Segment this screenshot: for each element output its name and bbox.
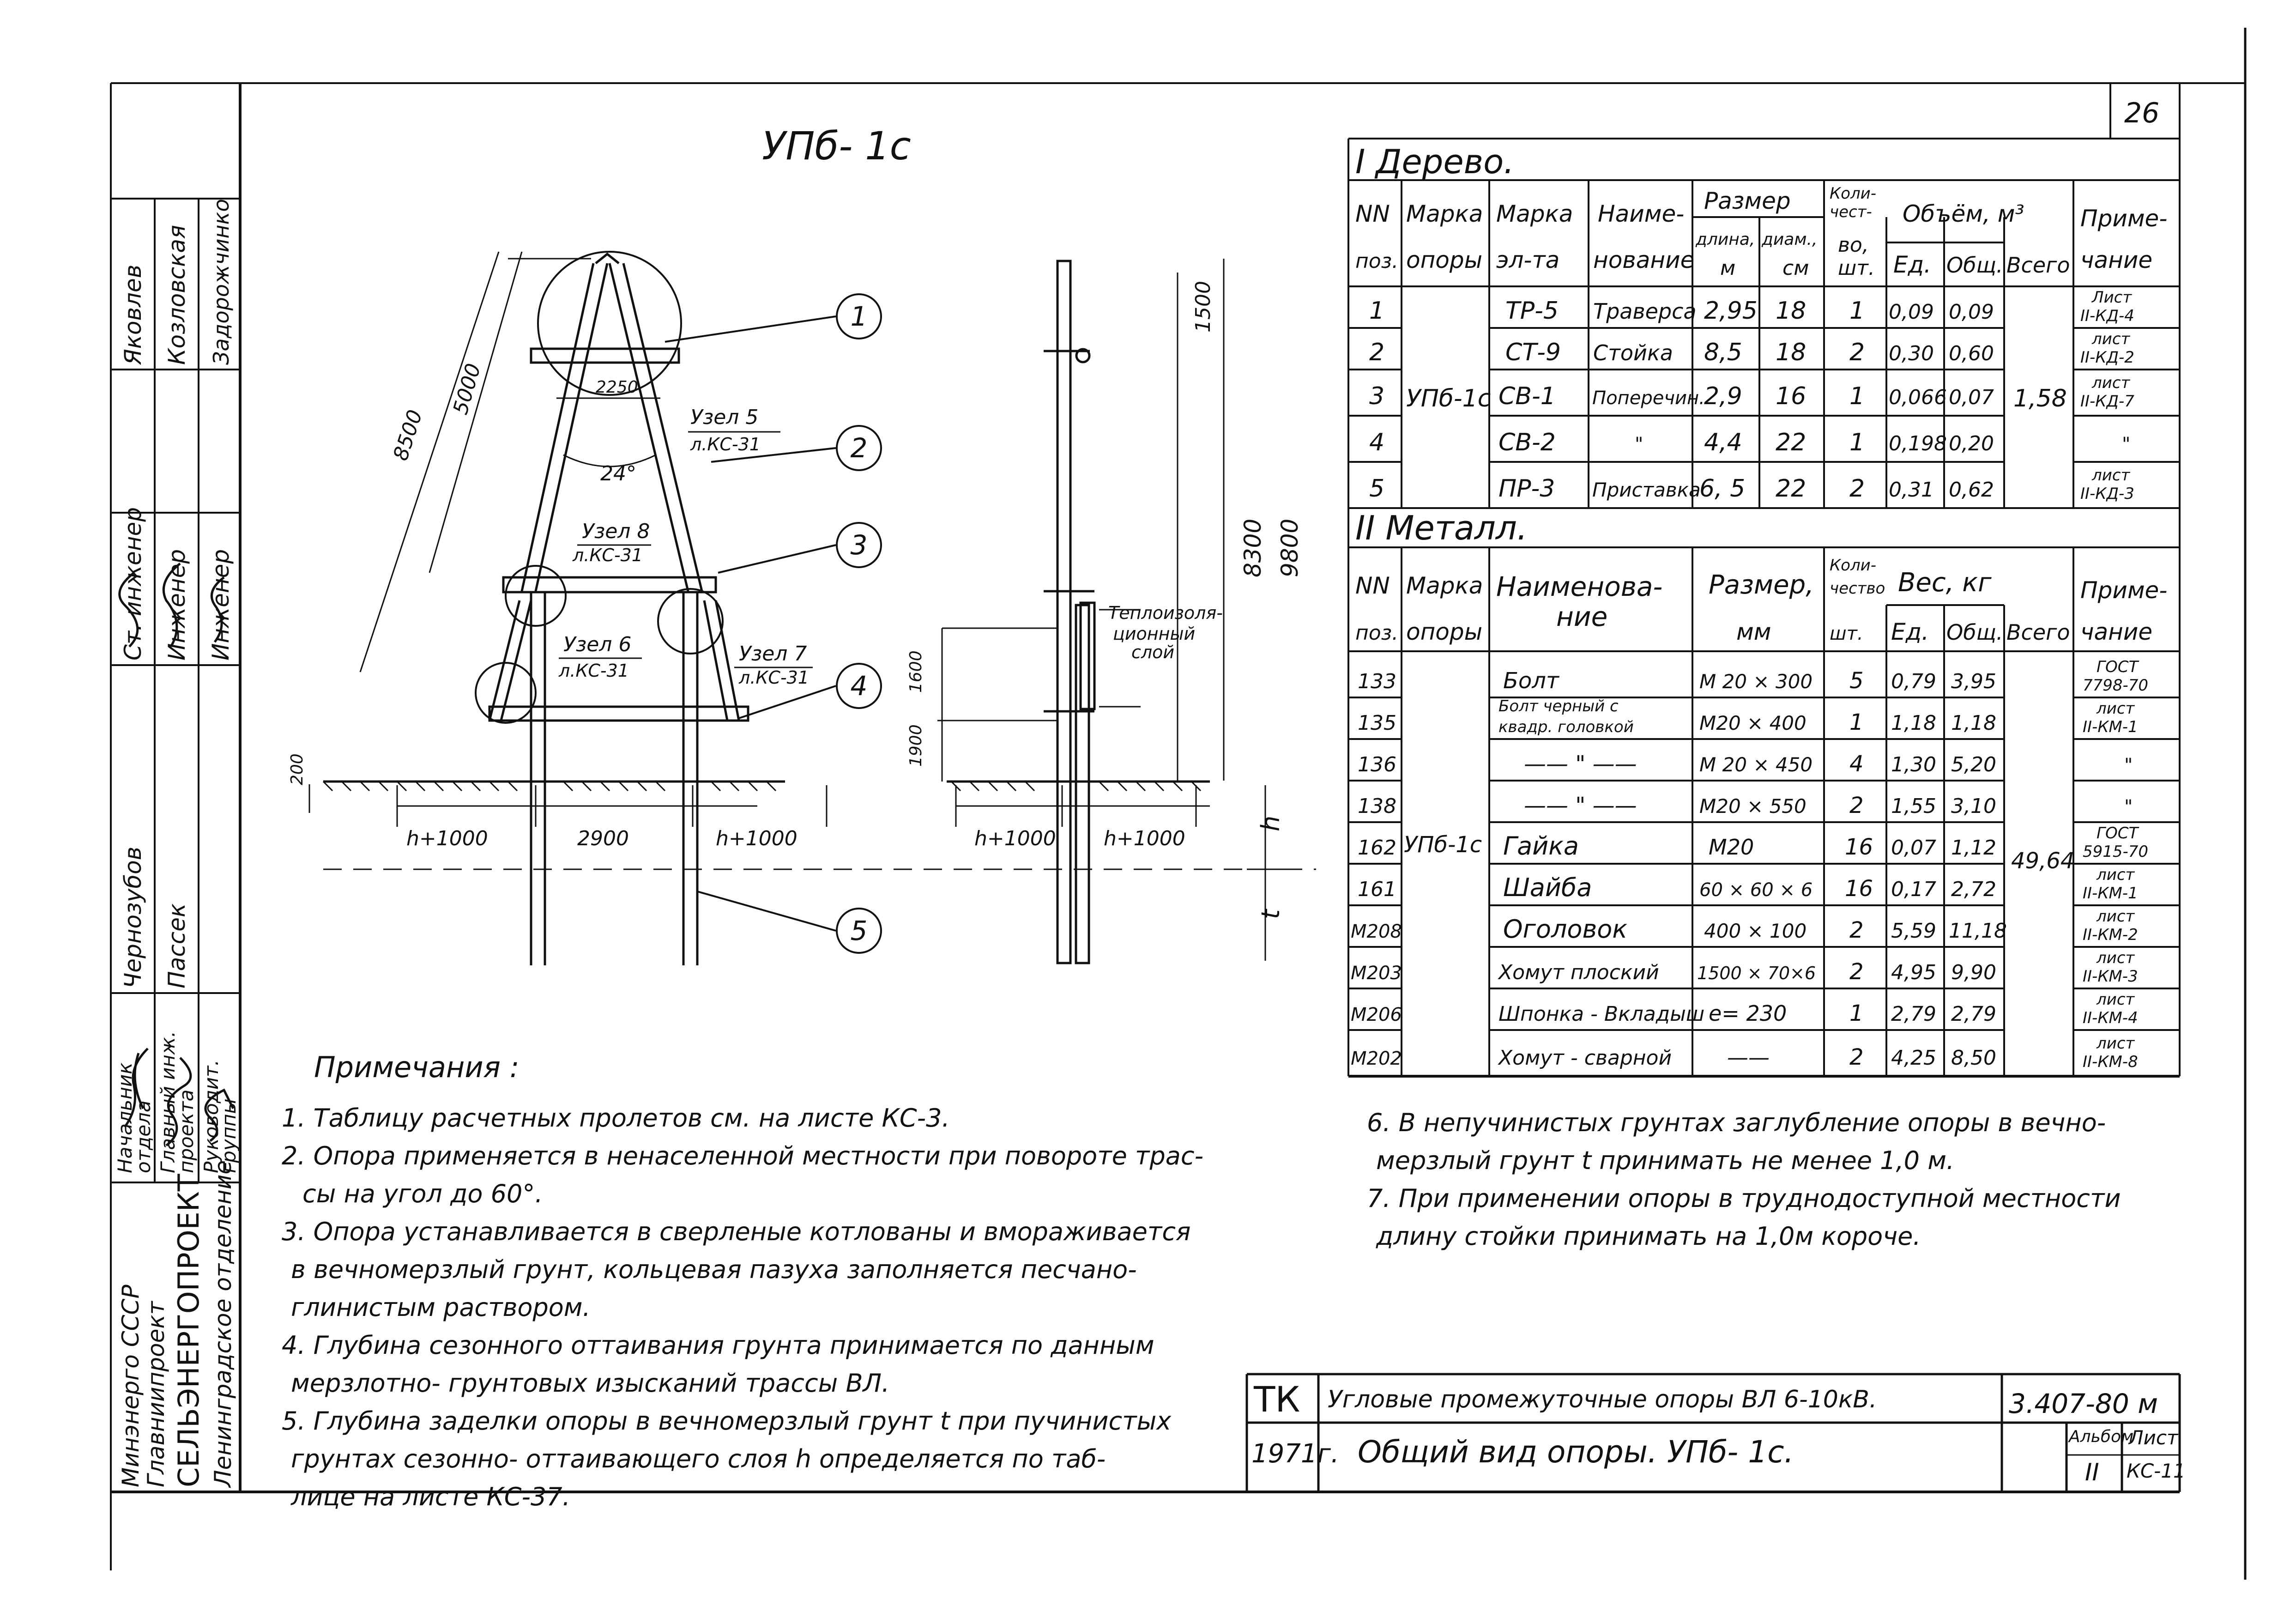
- metal-name: квадр. головкой: [1498, 718, 1634, 736]
- metal-name: Болт черный с: [1498, 697, 1619, 715]
- metal-qty: 16: [1845, 834, 1873, 860]
- wood-dia: 22: [1776, 475, 1807, 503]
- metal-size: М 20 × 450: [1699, 753, 1813, 776]
- metal-name: Оголовок: [1503, 915, 1627, 944]
- wood-unit: 0,09: [1889, 300, 1934, 324]
- stamp-org-3: СЕЛЬЭНЕРГОПРОЕКТ: [172, 1174, 205, 1487]
- wood-dia: 22: [1776, 429, 1807, 456]
- insulation-3: слой: [1131, 642, 1175, 662]
- wood-note1: лист: [2092, 466, 2130, 485]
- metal-qty: 2: [1849, 917, 1864, 943]
- node8-ref: л.КС-31: [573, 545, 643, 565]
- stamp-name-1: Чернозубов: [120, 846, 146, 988]
- node6-ref: л.КС-31: [559, 661, 629, 681]
- metal-note2: II-КМ-2: [2083, 926, 2138, 944]
- drawing-title: УПб- 1с: [762, 123, 911, 169]
- metal-h-total: Общ.: [1946, 620, 2003, 645]
- stamp-col-role-1: Ст. инженер: [120, 507, 146, 661]
- dim-1600: 1600: [906, 650, 925, 693]
- wood-dia: 18: [1776, 339, 1807, 366]
- dim-9800: 9800: [1276, 518, 1303, 577]
- metal-h-unit: Ед.: [1891, 618, 1929, 645]
- dim-h: h: [1256, 815, 1285, 831]
- tb-year: 1971г.: [1251, 1439, 1339, 1469]
- wood-total: 0,62: [1949, 478, 1994, 502]
- metal-total: 1,12: [1951, 836, 1996, 860]
- dim-8300: 8300: [1239, 518, 1266, 577]
- stamp-org-1: Минэнерго СССР: [117, 1285, 144, 1487]
- dimension-labels: [288, 281, 1303, 919]
- note-line: 1. Таблицу расчетных пролетов см. на листе КС-3.: [282, 1103, 950, 1133]
- metal-headers: [1355, 556, 2167, 645]
- metal-qty: 5: [1849, 668, 1864, 694]
- note-line: 3. Опора устанавливается в сверленые котлованы и вмораживается: [282, 1217, 1191, 1246]
- stamp-role-2b: проекта: [175, 1089, 198, 1173]
- metal-note1: ГОСТ: [2097, 658, 2139, 676]
- metal-name: Хомут - сварной: [1498, 1046, 1672, 1070]
- wood-h-nn2: поз.: [1355, 249, 1399, 273]
- wood-h-size: Размер: [1704, 188, 1791, 214]
- tb-sheet: КС-11: [2127, 1460, 2186, 1482]
- tb-line2: Общий вид опоры. УПб- 1с.: [1358, 1434, 1794, 1470]
- note-line: лице на листе КС-37.: [291, 1482, 570, 1511]
- dim-h1000-a: h+1000: [406, 827, 488, 850]
- metal-size: М20 × 400: [1699, 712, 1807, 734]
- wood-h-note1: Приме-: [2080, 205, 2168, 232]
- side-view-support: [1044, 261, 1094, 963]
- dim-angle: 24°: [600, 462, 636, 485]
- metal-total: 9,90: [1951, 961, 1996, 984]
- wood-note2: II-КД-2: [2080, 348, 2134, 367]
- metal-qty: 1: [1849, 709, 1864, 735]
- metal-row: [1351, 907, 2138, 944]
- callout-3: 3: [850, 529, 868, 561]
- wood-section-title: I Дерево.: [1355, 142, 1515, 181]
- wood-row: [1369, 288, 2134, 325]
- dim-h1000-b: h+1000: [716, 827, 798, 850]
- metal-unit: 2,79: [1891, 1002, 1936, 1026]
- wood-note2: II-КД-7: [2080, 392, 2134, 411]
- metal-note1: лист: [2097, 907, 2135, 926]
- metal-unit: 1,18: [1891, 711, 1936, 735]
- metal-note1: ": [2124, 796, 2133, 818]
- a-frame-support: [489, 254, 748, 965]
- note-line: мерзлотно- грунтовых изысканий трассы ВЛ.: [291, 1369, 890, 1398]
- metal-h-size2: мм: [1736, 618, 1771, 645]
- metal-qty: 2: [1849, 793, 1864, 818]
- dim-1900: 1900: [906, 724, 925, 767]
- tb-code: 3.407-80 м: [2009, 1388, 2158, 1419]
- wood-name: Приставка: [1592, 479, 1701, 501]
- wood-support: УПб-1с: [1406, 385, 1491, 412]
- wood-h-len2: м: [1720, 256, 1736, 280]
- callout-numbers: [851, 301, 868, 946]
- metal-total: 2,72: [1951, 878, 1996, 901]
- metal-pos: М203: [1351, 963, 1402, 984]
- callout-circles: [837, 294, 881, 953]
- stamp-role-1b: отдела: [132, 1100, 155, 1173]
- wood-len: 6, 5: [1699, 475, 1746, 503]
- note-line: сы на угол до 60°.: [302, 1179, 543, 1208]
- metal-h-nn1: NN: [1355, 572, 1390, 599]
- wood-pos: 2: [1369, 339, 1385, 366]
- note-line: мерзлый грунт t принимать не менее 1,0 м.: [1376, 1146, 1955, 1175]
- stamp-top-1: Яковлев: [120, 264, 146, 365]
- wood-note1: лист: [2092, 374, 2130, 392]
- wood-note2: II-КД-4: [2080, 307, 2134, 325]
- stamp-org-4: Ленинградское отделение: [210, 1160, 236, 1487]
- metal-grand-total: 49,64: [2011, 848, 2075, 874]
- wood-h-unit: Ед.: [1893, 251, 1932, 278]
- wood-h-all: Всего: [2006, 253, 2070, 278]
- stamp-role-3b: группы: [218, 1098, 240, 1173]
- note-line: грунтах сезонно- оттаивающего слоя h определяется по таб-: [291, 1444, 1106, 1473]
- wood-name: Траверса: [1593, 299, 1697, 324]
- metal-note2: II-КМ-1: [2083, 718, 2138, 736]
- wood-row: [1369, 429, 2130, 456]
- metal-note1: лист: [2097, 866, 2135, 884]
- wood-rows: [1369, 288, 2134, 503]
- sheet-number: 26: [2124, 97, 2160, 129]
- dim-2900: 2900: [577, 827, 629, 850]
- wood-total: 0,20: [1949, 432, 1994, 455]
- metal-note2: II-КМ-1: [2083, 884, 2138, 903]
- metal-pos: 162: [1358, 836, 1396, 860]
- wood-h-qty2: чест-: [1830, 203, 1872, 221]
- wood-h-total: Общ.: [1946, 253, 2003, 278]
- metal-pos: 161: [1358, 878, 1396, 901]
- metal-pos: М208: [1351, 921, 1402, 942]
- tb-album: II: [2085, 1459, 2099, 1486]
- node7-name: Узел 7: [739, 642, 807, 666]
- wood-unit: 0,198: [1889, 432, 1947, 455]
- stamp-top-3: Задорожчинко: [209, 199, 234, 365]
- metal-support: УПб-1с: [1404, 832, 1482, 858]
- ground-hatch-left: [323, 782, 776, 791]
- note-line: глинистым раствором.: [291, 1293, 591, 1322]
- wood-h-nm1: Наиме-: [1598, 200, 1685, 227]
- metal-h-note1: Приме-: [2080, 577, 2168, 604]
- metal-note1: лист: [2097, 949, 2135, 967]
- metal-h-nn2: поз.: [1355, 621, 1399, 645]
- wood-len: 4,4: [1704, 429, 1742, 456]
- stamp-name-2: Пассек: [163, 903, 190, 988]
- metal-h-all: Всего: [2006, 620, 2070, 645]
- metal-h-ms1: Марка: [1406, 572, 1483, 599]
- metal-row: [1358, 658, 2148, 695]
- insulation-label: [1108, 603, 1223, 662]
- left-dimension-lines: [309, 252, 1316, 869]
- wood-dia: 16: [1776, 382, 1807, 410]
- metal-qty: 2: [1849, 1044, 1864, 1070]
- wood-h-qty4: шт.: [1838, 256, 1875, 280]
- metal-size: e= 230: [1709, 1001, 1787, 1026]
- dim-t: t: [1256, 909, 1285, 919]
- metal-note1: лист: [2097, 1034, 2135, 1053]
- wood-len: 2,95: [1704, 297, 1758, 325]
- wood-pos: 1: [1369, 297, 1385, 325]
- metal-total: 3,10: [1951, 794, 1996, 818]
- wood-total: 0,60: [1949, 342, 1994, 365]
- metal-section-title: II Металл.: [1355, 509, 1528, 547]
- metal-total: 5,20: [1951, 753, 1996, 776]
- metal-name: Шайба: [1503, 873, 1592, 902]
- stamp-col-role-2: Инженер: [163, 549, 190, 661]
- metal-pos: 135: [1358, 711, 1396, 735]
- node8-name: Узел 8: [582, 520, 650, 543]
- note-line: длину стойки принимать на 1,0м короче.: [1376, 1222, 1921, 1251]
- metal-h-size1: Размер,: [1709, 570, 1814, 600]
- wood-len: 8,5: [1704, 339, 1742, 366]
- wood-unit: 0,30: [1889, 342, 1934, 365]
- dim-h1000-c: h+1000: [974, 827, 1056, 850]
- metal-total: 2,79: [1951, 1002, 1996, 1026]
- wood-row: [1369, 466, 2134, 503]
- wood-h-me2: эл-та: [1496, 247, 1560, 273]
- metal-total: 1,18: [1951, 711, 1996, 735]
- metal-note2: II-КМ-3: [2083, 967, 2138, 986]
- tb-sheet-label: Лист: [2129, 1426, 2178, 1449]
- metal-name: Шпонка - Вкладыш: [1498, 1002, 1705, 1026]
- wood-note1: Лист: [2092, 288, 2132, 307]
- tb-tk: ТК: [1254, 1379, 1300, 1420]
- metal-unit: 4,95: [1891, 961, 1936, 984]
- metal-h-qty1: Коли-: [1830, 556, 1877, 575]
- wood-h-dia1: диам.,: [1762, 230, 1818, 249]
- metal-pos: М202: [1351, 1048, 1402, 1069]
- wood-h-me1: Марка: [1496, 200, 1573, 227]
- metal-name: Болт: [1503, 668, 1559, 694]
- metal-size: М 20 × 300: [1699, 670, 1813, 693]
- metal-unit: 5,59: [1891, 919, 1936, 943]
- metal-size: 400 × 100: [1704, 920, 1807, 942]
- wood-note1: ": [2122, 434, 2131, 455]
- metal-name: Гайка: [1503, 831, 1579, 861]
- wood-total: 0,07: [1949, 386, 1994, 409]
- wood-h-ms2: опоры: [1406, 247, 1483, 273]
- dim-8500: 8500: [388, 407, 428, 464]
- metal-note1: ГОСТ: [2097, 824, 2139, 842]
- metal-size: М20: [1709, 835, 1754, 860]
- metal-pos: 136: [1358, 753, 1396, 776]
- wood-pos: 4: [1369, 429, 1385, 456]
- metal-note2: 7798-70: [2083, 676, 2149, 695]
- note-line: 6. В непучинистых грунтах заглубление опоры в вечно-: [1367, 1108, 2106, 1137]
- metal-row: [1351, 1034, 2138, 1071]
- metal-unit: 1,55: [1891, 794, 1936, 818]
- metal-name: —— " ——: [1524, 793, 1637, 818]
- metal-qty: 4: [1849, 751, 1864, 777]
- wood-mark: ПР-3: [1498, 475, 1555, 503]
- notes-left: [282, 1099, 1203, 1516]
- metal-size: М20 × 550: [1699, 795, 1807, 818]
- metal-note2: II-КМ-4: [2083, 1009, 2138, 1027]
- stamp-col-role-3: Инженер: [207, 549, 234, 661]
- wood-mark: ТР-5: [1505, 297, 1559, 325]
- metal-unit: 4,25: [1891, 1046, 1936, 1070]
- dim-h1000-d: h+1000: [1104, 827, 1185, 850]
- metal-unit: 0,79: [1891, 670, 1936, 693]
- metal-note1: ": [2124, 755, 2133, 776]
- metal-qty: 2: [1849, 959, 1864, 985]
- metal-total: 11,18: [1949, 919, 2007, 943]
- note-line: 7. При применении опоры в труднодоступной местности: [1367, 1184, 2121, 1213]
- metal-pos: М206: [1351, 1004, 1402, 1025]
- wood-pos: 5: [1369, 475, 1385, 503]
- wood-qty: 2: [1849, 339, 1865, 366]
- metal-h-qty3: шт.: [1830, 623, 1863, 644]
- wood-mark: СВ-1: [1498, 382, 1556, 410]
- wood-name: Стойка: [1593, 340, 1673, 365]
- wood-row: [1369, 330, 2134, 367]
- wood-h-ms1: Марка: [1406, 200, 1483, 227]
- note-line: 5. Глубина заделки опоры в вечномерзлый грунт t при пучинистых: [282, 1406, 1172, 1436]
- notes-right: [1367, 1104, 2121, 1255]
- wood-name: Поперечин.: [1592, 388, 1705, 409]
- metal-note2: 5915-70: [2083, 842, 2149, 861]
- note-line: в вечномерзлый грунт, кольцевая пазуха заполняется песчано-: [291, 1255, 1137, 1284]
- node7-ref: л.КС-31: [739, 667, 809, 688]
- wood-h-qty1: Коли-: [1830, 184, 1877, 203]
- wood-h-note2: чание: [2080, 247, 2153, 273]
- metal-h-ms2: опоры: [1406, 618, 1483, 645]
- wood-h-nn1: NN: [1355, 200, 1390, 227]
- insulation-2: ционный: [1113, 624, 1196, 644]
- wood-h-volume: Объём, м³: [1903, 200, 2024, 227]
- metal-total: 8,50: [1951, 1046, 1996, 1070]
- wood-len: 2,9: [1704, 382, 1742, 410]
- wood-name: ": [1635, 434, 1643, 455]
- node5-name: Узел 5: [690, 406, 759, 429]
- insulation-1: Теплоизоля-: [1108, 603, 1223, 623]
- callout-5: 5: [850, 915, 868, 946]
- wood-h-qty3: во,: [1838, 233, 1869, 257]
- wood-headers: [1355, 184, 2167, 280]
- wood-note2: II-КД-3: [2080, 485, 2134, 503]
- metal-unit: 1,30: [1891, 753, 1936, 776]
- node6-name: Узел 6: [563, 633, 632, 656]
- tb-album-label: Альбом: [2069, 1427, 2134, 1446]
- wood-note1: лист: [2092, 330, 2130, 348]
- wood-qty: 1: [1849, 382, 1865, 410]
- wood-pos: 3: [1369, 382, 1385, 410]
- dim-200: 200: [288, 753, 307, 785]
- metal-qty: 1: [1849, 1000, 1864, 1026]
- metal-name: Хомут плоский: [1498, 961, 1659, 984]
- wood-h-len1: длина,: [1696, 230, 1755, 249]
- metal-row: [1358, 793, 2133, 818]
- metal-size: ——: [1727, 1045, 1770, 1070]
- metal-qty: 16: [1845, 876, 1873, 902]
- wood-h-nm2: нование: [1593, 247, 1695, 273]
- wood-qty: 1: [1849, 297, 1865, 325]
- stamp-top-2: Козловская: [163, 224, 190, 365]
- metal-row: [1358, 751, 2133, 777]
- wood-h-dia2: см: [1782, 256, 1809, 280]
- metal-total: 3,95: [1951, 670, 1996, 693]
- metal-unit: 0,17: [1891, 878, 1936, 901]
- metal-unit: 0,07: [1891, 836, 1936, 860]
- wood-unit: 0,31: [1889, 478, 1934, 502]
- wood-qty: 1: [1849, 429, 1865, 456]
- metal-size: 1500 × 70×6: [1697, 963, 1816, 983]
- wood-grand-total: 1,58: [2013, 385, 2067, 412]
- stamp-role-3a: Руководит.: [200, 1060, 223, 1173]
- metal-pos: 133: [1358, 670, 1396, 693]
- metal-h-qty2: чество: [1830, 579, 1885, 598]
- wood-dia: 18: [1776, 297, 1807, 325]
- stamp-role-1a: Начальник: [114, 1062, 136, 1173]
- notes-title: Примечания :: [314, 1050, 520, 1084]
- wood-unit: 0,066: [1889, 386, 1947, 409]
- stamp-texts: [114, 199, 240, 1489]
- callout-2: 2: [850, 432, 868, 464]
- callout-4: 4: [850, 670, 868, 702]
- metal-h-nm2: ние: [1556, 601, 1608, 632]
- dim-2250: 2250: [596, 378, 638, 397]
- dim-5000: 5000: [448, 361, 486, 418]
- metal-row: [1358, 697, 2138, 736]
- node5-ref: л.КС-31: [690, 434, 761, 455]
- metal-h-weight: Вес, кг: [1898, 568, 1992, 598]
- metal-h-note2: чание: [2080, 618, 2153, 645]
- stamp-role-2a: Главный инж.: [157, 1031, 179, 1173]
- metal-note1: лист: [2097, 990, 2135, 1009]
- metal-size: 60 × 60 × 6: [1699, 879, 1813, 901]
- metal-pos: 138: [1358, 794, 1396, 818]
- wood-mark: СТ-9: [1505, 339, 1561, 366]
- note-line: 4. Глубина сезонного оттаивания грунта принимается по данным: [282, 1331, 1154, 1360]
- wood-qty: 2: [1849, 475, 1865, 503]
- note-line: 2. Опора применяется в ненаселенной местности при повороте трас-: [282, 1141, 1204, 1170]
- stamp-org-2: Главниипроект: [143, 1301, 169, 1487]
- tb-line1: Угловые промежуточные опоры ВЛ 6-10кВ.: [1328, 1386, 1877, 1413]
- dim-1500: 1500: [1191, 281, 1215, 333]
- metal-row: [1351, 990, 2138, 1027]
- metal-note2: II-КМ-8: [2083, 1053, 2138, 1071]
- wood-total: 0,09: [1949, 300, 1994, 324]
- callout-1: 1: [850, 301, 868, 332]
- metal-name: —— " ——: [1524, 751, 1637, 777]
- metal-row: [1351, 949, 2138, 986]
- wood-mark: СВ-2: [1498, 429, 1556, 456]
- metal-h-nm1: Наименова-: [1496, 571, 1663, 602]
- metal-note1: лист: [2097, 699, 2135, 718]
